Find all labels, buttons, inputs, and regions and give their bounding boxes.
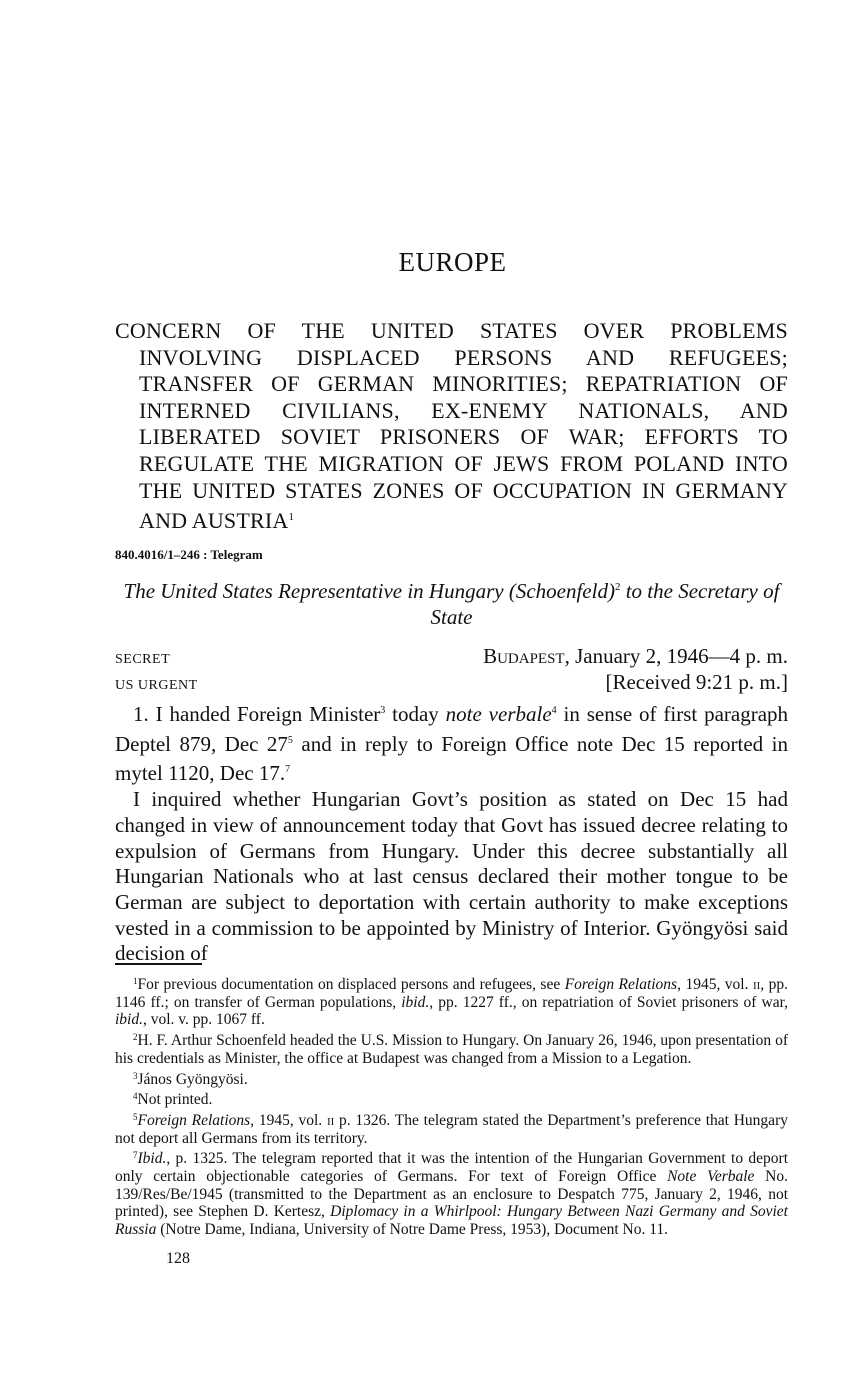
body-text: 1. I handed Foreign Minister <box>133 702 381 726</box>
footnote-citation: Foreign Relations <box>137 1111 251 1129</box>
footnote-text: Not printed. <box>137 1091 213 1109</box>
page-number: 128 <box>166 1250 190 1267</box>
footnote-ref-3[interactable]: 3 <box>380 705 386 716</box>
footnote-7 <box>115 1147 788 1239</box>
footnote-citation: Note Verbale <box>667 1168 755 1186</box>
body-text: in sense of first paragraph Deptel 879, Dec 27 <box>115 702 789 756</box>
priority-label: US URGENT <box>115 678 198 693</box>
dateline-place: Budapest <box>483 644 565 668</box>
body-emphasis: note verbale <box>445 702 552 726</box>
document-heading-text: The United States Representative in Hungary (Schoenfeld) <box>123 579 615 603</box>
footnote-ref-2[interactable]: 2 <box>614 581 621 593</box>
footnote-text: , 1945, vol. <box>677 976 753 993</box>
footnote-ref-1[interactable]: 1 <box>288 511 295 524</box>
footnote-citation: ibid. <box>115 1011 143 1029</box>
footnote-citation: Ibid. <box>137 1150 167 1168</box>
footnote-text: , p. 1325. The telegram reported that it was the intention of the Hungarian Government to deport only certain objectionable categories of Germans. For text of Foreign Office <box>115 1150 788 1186</box>
body-text: today <box>385 702 446 726</box>
footnote-ref-7[interactable]: 7 <box>285 764 291 776</box>
footnote-number: 5 <box>133 1111 138 1122</box>
document-file-reference: 840.4016/1–246 : Telegram <box>115 547 263 562</box>
chapter-title-text: CONCERN OF THE UNITED STATES OVER PROBLEMS INVOLVING DISPLACED PERSONS AND REFUGEES; TRANSFER OF GERMAN MINORITIES; REPATRIATION OF INTERNED CIVILIANS, EX-ENEMY NATIONALS, AND LIBERATED SOVIET PRISONERS OF WAR; EFFORTS TO REGULATE THE MIGRATION OF JEWS FROM POLAND INTO THE UNITED STATES ZONES OF OCCUPATION IN GERMANY AND AUSTRIA <box>115 318 788 534</box>
footnote-2 <box>115 1029 788 1067</box>
footnote-volume: ii <box>752 976 761 993</box>
footnote-3 <box>115 1068 788 1089</box>
body-paragraph-2: I inquired whether Hungarian Govt’s position as stated on Dec 15 had changed in view of announcement today that Govt has issued decree relating to expulsion of Germans from Hungary. Under this decree substantially all Hungarian Nationals who at last census declared their mother tongue to be German are subject to deportation with certain authority to make exceptions vested in a commission to be appointed by Ministry of Interior. Gyöngyösi said decision of <box>115 787 788 966</box>
footnote-number: 3 <box>133 1070 138 1081</box>
footnote-number: 1 <box>133 976 138 986</box>
footnote-4 <box>115 1088 788 1109</box>
footnotes <box>115 973 788 1239</box>
classification-label: SECRET <box>115 652 171 667</box>
dateline-date: , January 2, 1946—4 p. m. <box>564 644 788 668</box>
body-paragraph-1 <box>115 698 788 787</box>
body-text: and in reply to Foreign Office note Dec 15 reported in mytel 1120, Dec 17. <box>115 731 788 786</box>
footnote-volume: ii <box>326 1111 335 1129</box>
footnote-text: , 1945, vol. <box>250 1111 327 1129</box>
footnote-number: 4 <box>133 1091 138 1102</box>
footnote-ref-5[interactable]: 5 <box>287 734 293 746</box>
footnote-citation: ibid. <box>401 993 430 1011</box>
footnote-number: 2 <box>133 1032 138 1043</box>
section-title: EUROPE <box>398 247 507 277</box>
footnote-text: p. 1326. The telegram stated the Department’s preference that Hungary not deport all Germans from its territory. <box>115 1111 788 1147</box>
footnote-text: , vol. v. pp. 1067 ff. <box>143 1011 265 1029</box>
footnote-text: János Gyöngyösi. <box>137 1070 248 1088</box>
chapter-title <box>115 318 788 535</box>
dateline <box>483 644 788 669</box>
footnote-number: 7 <box>133 1150 138 1161</box>
footnote-divider <box>115 963 202 965</box>
footnote-5 <box>115 1109 788 1147</box>
received-row <box>115 670 788 695</box>
document-heading <box>115 574 788 630</box>
telegram-body <box>115 698 788 967</box>
footnote-citation: Foreign Relations <box>564 976 678 993</box>
footnote-ref-4[interactable]: 4 <box>551 705 557 716</box>
footnote-1 <box>115 973 788 1029</box>
footnote-citation: Diplomacy in a Whirlpool: Hungary Between Nazi Germany and Soviet Russia <box>115 1203 788 1239</box>
footnote-text: For previous documentation on displaced persons and refugees, see <box>137 976 565 993</box>
document-heading-text-2: to the Secretary of State <box>430 579 780 629</box>
footnote-text: , pp. 1227 ff., on repatriation of Soviet prisoners of war, <box>429 993 788 1011</box>
footnote-text: (Notre Dame, Indiana, University of Notre Dame Press, 1953), Document No. 11. <box>156 1221 669 1239</box>
footnote-text: H. F. Arthur Schoenfeld headed the U.S. Mission to Hungary. On January 26, 1946, upon presentation of his credentials as Minister, the office at Budapest was changed from a Mission to a Legation. <box>115 1032 788 1067</box>
received-time: [Received 9:21 p. m.] <box>605 670 788 694</box>
footnote-text: , pp. 1146 ff.; on transfer of German populations, <box>115 976 789 1011</box>
dateline-row <box>115 644 788 669</box>
footnote-text: No. 139/Res/Be/1945 (transmitted to the Department as an enclosure to Despatch 775, January 2, 1946, not printed), see Stephen D. Kertesz, <box>115 1168 788 1221</box>
